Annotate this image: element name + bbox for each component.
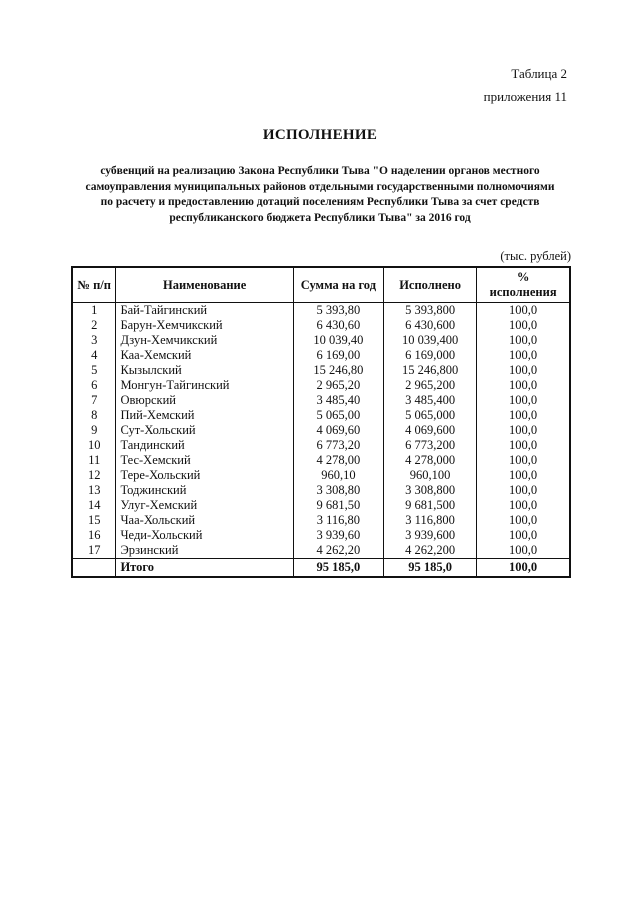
cell-sum: 5 393,80 (293, 303, 383, 319)
cell-num: 4 (72, 348, 116, 363)
cell-pct: 100,0 (477, 318, 570, 333)
cell-num: 7 (72, 393, 116, 408)
table-row (72, 318, 570, 333)
table-row (72, 483, 570, 498)
cell-num: 5 (72, 363, 116, 378)
header-num: № п/п (72, 267, 116, 303)
cell-name: Чеди-Хольский (116, 528, 293, 543)
cell-name: Тере-Хольский (116, 468, 293, 483)
document-title: ИСПОЛНЕНИЕ (262, 127, 378, 143)
table-label: Таблица 2 (511, 66, 567, 81)
cell-sum: 3 308,80 (293, 483, 383, 498)
cell-done: 2 965,200 (383, 378, 476, 393)
cell-done: 5 393,800 (383, 303, 476, 319)
cell-pct: 100,0 (477, 543, 570, 559)
cell-name: Кызылский (116, 363, 293, 378)
cell-pct: 100,0 (477, 408, 570, 423)
cell-pct: 100,0 (477, 348, 570, 363)
cell-done: 960,100 (383, 468, 476, 483)
cell-sum: 960,10 (293, 468, 383, 483)
header-name: Наименование (116, 267, 293, 303)
subtitle-line: самоуправления муниципальных районов отдельными государственными полномочиями (85, 180, 555, 193)
execution-table (71, 266, 571, 578)
table-row (72, 513, 570, 528)
cell-sum: 9 681,50 (293, 498, 383, 513)
cell-name: Каа-Хемский (116, 348, 293, 363)
cell-done: 6 169,000 (383, 348, 476, 363)
units-label: (тыс. рублей) (500, 249, 571, 263)
cell-done: 4 278,000 (383, 453, 476, 468)
cell-pct: 100,0 (477, 468, 570, 483)
table-header-row (72, 267, 570, 303)
subtitle-line: республиканского бюджета Республики Тыва" за 2016 год (169, 211, 471, 224)
cell-sum: 6 773,20 (293, 438, 383, 453)
table-row (72, 498, 570, 513)
cell-done: 4 069,600 (383, 423, 476, 438)
subtitle-line: по расчету и предоставлению дотаций поселениям Республики Тыва за счет средств (100, 196, 540, 208)
table-row (72, 408, 570, 423)
header-done: Исполнено (383, 267, 476, 303)
table-row (72, 468, 570, 483)
cell-name: Тоджинский (116, 483, 293, 498)
cell-name: Пий-Хемский (116, 408, 293, 423)
cell-name: Чаа-Хольский (116, 513, 293, 528)
cell-num: 17 (72, 543, 116, 559)
cell-num: 1 (72, 303, 116, 319)
cell-name: Барун-Хемчикский (116, 318, 293, 333)
cell-pct: 100,0 (477, 438, 570, 453)
table-body (72, 303, 570, 578)
cell-sum: 3 116,80 (293, 513, 383, 528)
table-row (72, 378, 570, 393)
appendix-label: приложения 11 (483, 89, 567, 104)
header-pct-text: исполнения (489, 285, 557, 299)
table-row (72, 303, 570, 319)
cell-done: 10 039,400 (383, 333, 476, 348)
document-subtitle (70, 164, 570, 226)
cell-pct: 100,0 (477, 333, 570, 348)
total-done: 95 185,0 (383, 559, 476, 578)
cell-done: 6 430,600 (383, 318, 476, 333)
cell-pct: 100,0 (477, 303, 570, 319)
cell-name: Сут-Хольский (116, 423, 293, 438)
cell-pct: 100,0 (477, 498, 570, 513)
cell-pct: 100,0 (477, 453, 570, 468)
cell-done: 3 485,400 (383, 393, 476, 408)
cell-sum: 4 069,60 (293, 423, 383, 438)
header-pct (477, 267, 570, 303)
cell-done: 4 262,200 (383, 543, 476, 559)
cell-num: 10 (72, 438, 116, 453)
cell-num: 8 (72, 408, 116, 423)
cell-name: Улуг-Хемский (116, 498, 293, 513)
cell-name: Овюрский (116, 393, 293, 408)
total-sum: 95 185,0 (293, 559, 383, 578)
table-row (72, 333, 570, 348)
cell-sum: 6 169,00 (293, 348, 383, 363)
cell-name: Эрзинский (116, 543, 293, 559)
cell-sum: 3 485,40 (293, 393, 383, 408)
table-row (72, 528, 570, 543)
cell-num: 11 (72, 453, 116, 468)
cell-num: 13 (72, 483, 116, 498)
cell-num: 2 (72, 318, 116, 333)
subtitle-line: субвенций на реализацию Закона Республики Тыва "О наделении органов местного (100, 165, 540, 177)
cell-pct: 100,0 (477, 363, 570, 378)
cell-num: 6 (72, 378, 116, 393)
table-row (72, 453, 570, 468)
cell-done: 15 246,800 (383, 363, 476, 378)
cell-done: 3 116,800 (383, 513, 476, 528)
table-row (72, 348, 570, 363)
cell-name: Тандинский (116, 438, 293, 453)
table-row (72, 423, 570, 438)
cell-sum: 2 965,20 (293, 378, 383, 393)
cell-sum: 10 039,40 (293, 333, 383, 348)
table-row (72, 543, 570, 559)
cell-name: Дзун-Хемчикский (116, 333, 293, 348)
cell-sum: 3 939,60 (293, 528, 383, 543)
cell-done: 3 308,800 (383, 483, 476, 498)
cell-name: Бай-Тайгинский (116, 303, 293, 319)
cell-num: 14 (72, 498, 116, 513)
table-row (72, 393, 570, 408)
cell-sum: 4 262,20 (293, 543, 383, 559)
cell-pct: 100,0 (477, 528, 570, 543)
cell-sum: 4 278,00 (293, 453, 383, 468)
cell-pct: 100,0 (477, 423, 570, 438)
cell-pct: 100,0 (477, 483, 570, 498)
table-row (72, 363, 570, 378)
cell-num (72, 559, 116, 578)
total-label: Итого (116, 559, 293, 578)
cell-num: 3 (72, 333, 116, 348)
cell-num: 12 (72, 468, 116, 483)
cell-num: 16 (72, 528, 116, 543)
cell-name: Тес-Хемский (116, 453, 293, 468)
cell-done: 9 681,500 (383, 498, 476, 513)
table-total-row (72, 559, 570, 578)
cell-num: 15 (72, 513, 116, 528)
header-pct-symbol: % (516, 270, 530, 284)
cell-pct: 100,0 (477, 513, 570, 528)
cell-name: Монгун-Тайгинский (116, 378, 293, 393)
cell-sum: 15 246,80 (293, 363, 383, 378)
total-pct: 100,0 (477, 559, 570, 578)
cell-sum: 6 430,60 (293, 318, 383, 333)
cell-done: 6 773,200 (383, 438, 476, 453)
cell-pct: 100,0 (477, 378, 570, 393)
cell-num: 9 (72, 423, 116, 438)
cell-done: 5 065,000 (383, 408, 476, 423)
cell-pct: 100,0 (477, 393, 570, 408)
cell-sum: 5 065,00 (293, 408, 383, 423)
header-sum: Сумма на год (293, 267, 383, 303)
cell-done: 3 939,600 (383, 528, 476, 543)
table-row (72, 438, 570, 453)
